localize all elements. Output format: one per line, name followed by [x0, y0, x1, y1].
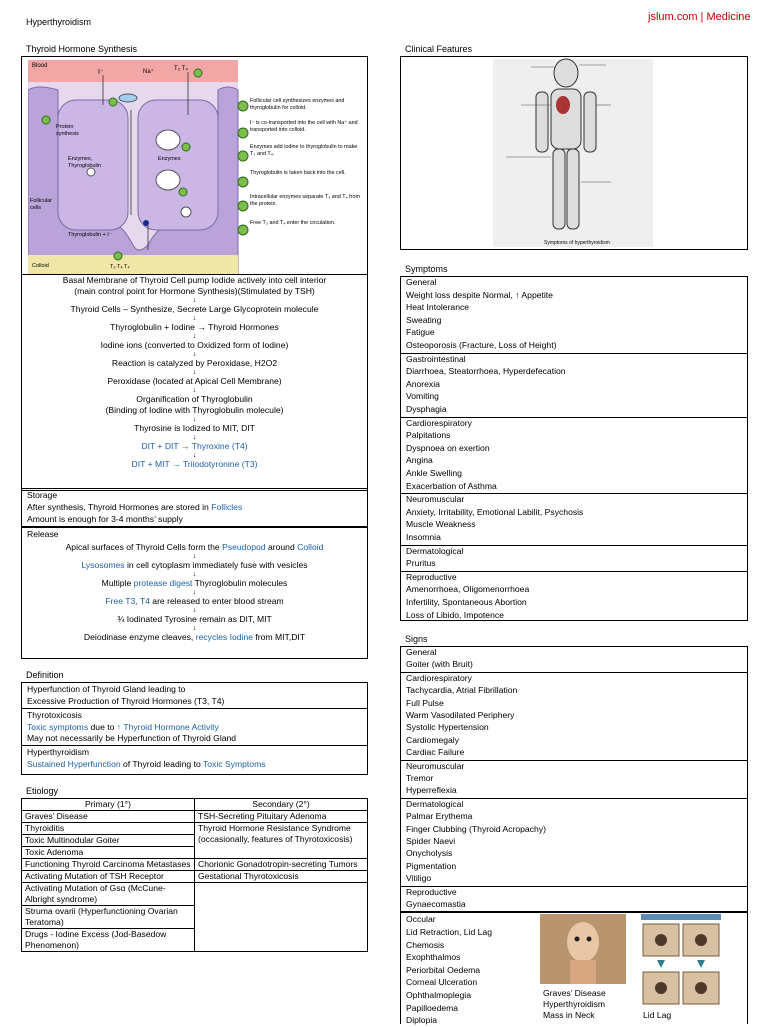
flow-arrow: ↓ [192, 387, 197, 394]
page-title: Hyperthyroidism [26, 17, 92, 27]
group-item: Osteoporosis (Fracture, Loss of Height) [406, 340, 557, 350]
label-iodide: I⁻ [98, 69, 104, 76]
etiology-primary-cell: Toxic Adenoma [22, 847, 195, 859]
synthesis-box [21, 56, 368, 489]
group-title: Neuromuscular [406, 760, 465, 771]
lid-lag-caption: Lid Lag [643, 1010, 672, 1020]
occular-item: Diplopia [406, 1015, 438, 1026]
synthesis-flow-step: Basal Membrane of Thyroid Cell pump Iodide actively into cell interior [62, 275, 327, 285]
label-na: Na⁺ [143, 69, 154, 75]
release-title: Release [27, 529, 59, 539]
synthesis-flow-step: Thyroid Cells – Synthesize, Secrete Large Glycoprotein molecule [70, 304, 319, 314]
etiology-primary-cell: Graves’ Disease [22, 811, 195, 823]
label-enzymes-tg: Enzymes, Thyroglobulin [68, 156, 102, 169]
group-item: Tachycardia, Atrial Fibrillation [406, 685, 518, 696]
group-title: Neuromuscular [406, 494, 465, 505]
site-brand[interactable]: jslum.com | Medicine [648, 11, 751, 23]
group-title: Dermatological [406, 545, 464, 556]
lid-lag-photo [641, 914, 721, 1012]
occular-item: Ophthalmoplegia [406, 989, 471, 1000]
group-item: Amenorrhoea, Oligomenorrhoea [406, 584, 530, 595]
etiology-secondary-cell: Chorionic Gonadotropin-secreting Tumors [195, 859, 368, 871]
thyrotoxicosis-title: Thyrotoxicosis [27, 710, 82, 720]
signs-box [400, 646, 748, 912]
synthesis-flow-step: Iodine ions (converted to Oxidized form of Iodine) [100, 340, 289, 350]
definition-line2: Excessive Production of Thyroid Hormones (T3, T4) [27, 696, 225, 706]
group-item: Cardiac Failure [406, 747, 465, 758]
diagram-step: Thyroglobulin is taken back into the cell. [250, 170, 346, 176]
group-title: Gastrointestinal [406, 353, 466, 364]
hyperthyroidism-line1: Sustained Hyperfunction of Thyroid leading to Toxic Symptoms [27, 759, 266, 769]
storage-line1: After synthesis, Thyroid Hormones are stored in Follicles [27, 502, 243, 512]
label-colloid: Colloid [32, 263, 49, 269]
etiology-secondary-cell: Gestational Thyrotoxicosis [195, 871, 368, 883]
clinical-caption: Symptoms of hyperthyroidism [544, 240, 610, 246]
etiology-primary-cell: Thyroiditis [22, 823, 195, 835]
definition-line1: Hyperfunction of Thyroid Gland leading to [27, 684, 186, 694]
etiology-primary-cell: Functioning Thyroid Carcinoma Metastases [22, 859, 195, 871]
graves-photo [540, 914, 626, 984]
etiology-table [21, 798, 368, 952]
group-title: General [406, 647, 437, 657]
etiology-primary-cell: Activating Mutation of Gsα (McCune-Albright syndrome) [22, 883, 195, 906]
group-item: Muscle Weakness [406, 519, 476, 530]
group-item: Onycholysis [406, 848, 453, 859]
group-item: Pigmentation [406, 860, 457, 871]
group-item: Infertility, Spontaneous Abortion [406, 597, 527, 607]
occular-item: Chemosis [406, 939, 445, 950]
group-item: Anxiety, Irritability, Emotional Labilit, Psychosis [406, 506, 584, 517]
group-item: Insomnia [406, 532, 441, 542]
label-t3t4-top: T₃ T₄ [174, 66, 188, 72]
group-item: Exacerbation of Asthma [406, 480, 497, 491]
synthesis-flow-step: Reaction is catalyzed by Peroxidase, H2O2 [111, 358, 278, 368]
label-protein-synthesis: Protein synthesis [56, 124, 79, 137]
definition-heading: Definition [26, 670, 64, 680]
synthesis-flow-step: (main control point for Hormone Synthesis)(Stimulated by TSH) [74, 286, 315, 296]
group-title: General [406, 277, 437, 287]
hyperthyroidism-title: Hyperthyroidism [27, 747, 90, 757]
thyrotoxicosis-line1: Toxic symptoms due to ↑ Thyroid Hormone Activity [27, 722, 219, 732]
synthesis-flow-step: DIT + MIT → Triiodotyronine (T3) [131, 459, 258, 469]
label-t3t4-bottom: T₃ T₄ T₄ [110, 264, 130, 270]
signs-heading: Signs [405, 634, 428, 644]
diagram-step: I⁻ is co-transported into the cell with Na⁺ and transported into colloid. [250, 120, 358, 133]
etiology-heading: Etiology [26, 786, 59, 796]
synthesis-flow-step: DIT + DIT → Thyroxine (T4) [141, 441, 248, 451]
occular-title: Occular [406, 914, 436, 924]
group-title: Cardiorespiratory [406, 417, 472, 428]
synthesis-flow-step: Thyrosine is Iodized to MIT, DIT [134, 423, 255, 433]
flow-arrow: ↓ [192, 315, 197, 322]
group-item: Sweating [406, 314, 442, 325]
group-item: Dysphagia [406, 404, 447, 414]
group-item: Gynaecomastia [406, 899, 466, 909]
group-item: Palmar Erythema [406, 811, 473, 822]
label-blood: Blood [32, 63, 48, 69]
clinical-figure [400, 56, 748, 250]
group-item: Palpitations [406, 430, 451, 441]
group-item: Vomiting [406, 391, 439, 402]
diagram-step: Enzymes add iodine to thyroglobulin to make T₃ and T₄. [250, 144, 358, 157]
synthesis-heading: Thyroid Hormone Synthesis [26, 44, 138, 54]
definition-box [21, 682, 368, 775]
flow-arrow: ↓ [192, 416, 197, 423]
etiology-primary-cell: Drugs - Iodine Excess (Jod-Basedow Phenomenon) [22, 929, 195, 952]
synthesis-flow [22, 275, 367, 470]
group-item: Hyperreflexia [406, 785, 457, 796]
etiology-secondary-cell: Thyroid Hormone Resistance Syndrome (occasionally, features of Thyrotoxicosis) [195, 823, 368, 859]
group-item: Full Pulse [406, 697, 444, 708]
diagram-step: Free T₃ and T₄ enter the circulation. [250, 220, 336, 226]
etiology-primary-cell: Struma ovarii (Hyperfunctioning Ovarian Teratoma) [22, 906, 195, 929]
storage-line2: Amount is enough for 3-4 months’ supply [27, 514, 183, 524]
group-item: Systolic Hypertension [406, 722, 489, 733]
label-follicular: Follicular cells [30, 198, 53, 211]
body-diagram [401, 57, 748, 250]
occular-item: Papilloedema [406, 1002, 459, 1013]
label-tg-i: Thyroglobulin + I⁻ [68, 232, 112, 238]
group-item: Diarrhoea, Steatorrhoea, Hyperdefecation [406, 366, 566, 377]
group-title: Dermatological [406, 798, 464, 809]
label-enzymes: Enzymes [158, 156, 181, 162]
etiology-primary-cell: Toxic Multinodular Goiter [22, 835, 195, 847]
synthesis-flow-step: Peroxidase (located at Apical Cell Membrane) [107, 376, 282, 386]
release-box [21, 527, 368, 659]
release-flow: Apical surfaces of Thyroid Cells form the Pseudopod around Colloid ↓ Lysosomes in cell cytoplasm immediately fuse with vesicles ↓ Multiple protease digest Thyroglobulin molecules ↓ Free T3, T4 are released to enter blood stream ↓ ¾ Iodinated Tyrosine remain as DIT, MIT ↓ Deiodinase enzyme cleaves, recycles Iodine from MIT,DIT [65, 542, 324, 642]
diagram-step: Intracellular enzymes separate T₃ and T₄ from the protein. [250, 194, 360, 207]
flow-arrow: ↓ [192, 351, 197, 358]
group-item: Weight loss despite Normal, ↑ Appetite [406, 289, 553, 300]
group-item: Tremor [406, 773, 434, 783]
etiology-secondary-header: Secondary (2°) [195, 799, 368, 811]
group-item: Vitiligo [406, 873, 432, 884]
graves-face-image [540, 914, 626, 984]
flow-arrow: ↓ [192, 452, 197, 459]
group-title: Reproductive [406, 886, 457, 897]
group-item: Cardiomegaly [406, 734, 460, 745]
occular-item: Lid Retraction, Lid Lag [406, 927, 492, 937]
synthesis-flow-step: Thyroglobulin + Iodine → Thyroid Hormones [110, 322, 279, 332]
etiology-primary-cell: Activating Mutation of TSH Receptor [22, 871, 195, 883]
group-item: Heat Intolerance [406, 302, 470, 313]
diagram-step: Follicular cell synthesizes enzymes and thyroglobulin for colloid. [250, 98, 345, 111]
storage-box [21, 489, 368, 527]
group-title: Cardiorespiratory [406, 672, 472, 683]
group-item: Spider Naevi [406, 836, 456, 846]
group-item: Angina [406, 455, 433, 466]
group-item: Dyspnoea on exertion [406, 442, 490, 453]
group-title: Reproductive [406, 571, 457, 582]
storage-title: Storage [27, 490, 58, 500]
group-item: Ankle Swelling [406, 468, 462, 478]
flow-arrow: ↓ [192, 333, 197, 340]
lid-lag-image [641, 914, 721, 1012]
group-item: Pruritus [406, 558, 436, 569]
synthesis-flow-step: Organification of Thyroglobulin [136, 394, 253, 404]
occular-item: Periorbital Oedema [406, 964, 481, 975]
synthesis-diagram [28, 60, 358, 274]
flow-arrow: ↓ [192, 369, 197, 376]
etiology-secondary-cell: TSH-Secreting Pituitary Adenoma [195, 811, 368, 823]
synthesis-flow-step: (Binding of Iodine with Thyroglobulin molecule) [105, 405, 284, 415]
etiology-secondary-empty [195, 883, 368, 952]
clinical-heading: Clinical Features [405, 44, 473, 54]
symptoms-heading: Symptoms [405, 264, 448, 274]
occular-item: Exophthalmos [406, 952, 461, 963]
group-item: Finger Clubbing (Thyroid Acropachy) [406, 823, 546, 834]
group-item: Loss of Libido, Impotence [406, 609, 504, 620]
flow-arrow: ↓ [192, 434, 197, 441]
flow-arrow: ↓ [192, 297, 197, 304]
group-item: Warm Vasodilated Periphery [406, 710, 515, 720]
symptoms-box [400, 276, 748, 621]
group-item: Anorexia [406, 378, 440, 389]
group-item: Fatigue [406, 327, 435, 338]
occular-item: Corneal Ulceration [406, 977, 478, 988]
etiology-primary-header: Primary (1°) [22, 799, 195, 811]
graves-caption: Graves’ Disease Hyperthyroidism Mass in Neck [543, 988, 606, 1020]
thyrotoxicosis-line2: May not necessarily be Hyperfunction of Thyroid Gland [27, 733, 237, 743]
group-item: Goiter (with Bruit) [406, 659, 473, 670]
occular-list [406, 926, 492, 1027]
